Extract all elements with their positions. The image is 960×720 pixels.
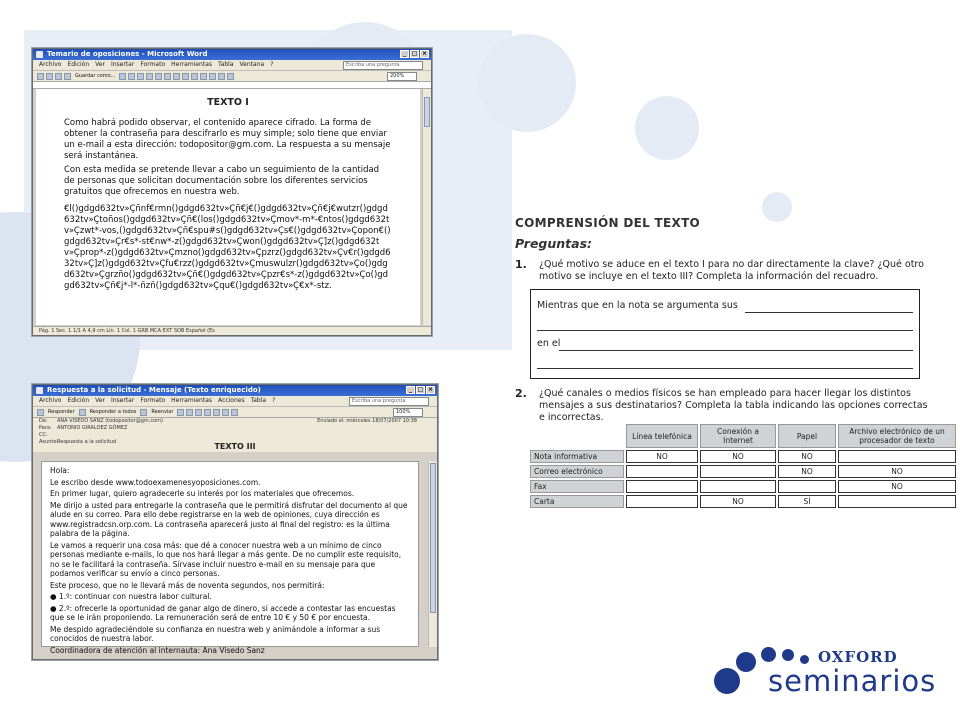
print-icon[interactable] — [177, 409, 184, 416]
word-toolbar — [33, 71, 431, 82]
menu-tabla[interactable]: Tabla — [250, 397, 267, 404]
table-cell[interactable] — [626, 465, 698, 478]
answer-line[interactable] — [537, 368, 913, 369]
email-body[interactable] — [41, 461, 419, 655]
print-preview-icon[interactable] — [128, 73, 135, 80]
box-line-label: en el — [537, 338, 561, 349]
cipher-text: €l()gdgd632tv»Çñnf€rmn()gdgd632tv»Çñ€j€()gdgd632tv»Çñ€j€wutzr()gdgd632tv»Çtoños()gdgd632tv»Çñ€(los()gdgd632tv»Çmov*-m*-€ntos()gdgd632tv»Çzwt*-vos,()gdgd632tv»Çñ€spu#s()gdgd632tv»Çs€()gdgd632tv»Çopon€()gdgd632tv»Çr€s*-st€nw*-z()gdgd632tv»Çwon()gdgd632tv»Ç]z()gdgd632tv»Çprop*-z()gdgd632tv»Çmzno()gdgd632tv»Çpzrz()gdgd632tv»Çv€r()gdgd632tv»Ç]z()gdgd632tv»Çfu€rzz()gdgd632tv»Çmuswulzr()gdgd632tv»Ço()gdgd632tv»Çgrzño()gdgd632tv»Çñ€()gdgd632tv»Çpzr€s*-z()gdgd632tv»Ço()gdgd632tv»Çñ€j*-l*-ñzñ()gdgd632tv»Çqu€()gdgd632tv»Ç€x*-stz. — [64, 204, 391, 291]
delete-icon[interactable] — [195, 409, 202, 416]
table-cell[interactable]: NO — [838, 465, 956, 478]
email-titlebar — [33, 385, 437, 396]
box-line-label: Mientras que en la nota se argumenta sus — [537, 300, 738, 311]
to-label: Para: — [39, 425, 52, 431]
email-bullet: ● 1.º: continuar con nuestra labor cultural. — [50, 592, 212, 601]
table-header-row — [530, 424, 956, 448]
status-bar: Pág. 1 Sec. 1 1/1 A 4,9 cm Lín. 1 Col. 1 GRB MCA EXT SOB Español (Es — [33, 326, 431, 335]
logo-oxford: OXFORD — [818, 648, 898, 666]
open-icon[interactable] — [46, 73, 53, 80]
email-paragraph: Este proceso, que no le llevará más de noventa segundos, nos permitirá: — [50, 580, 325, 590]
menu-tabla[interactable]: Tabla — [218, 61, 234, 68]
maximize-button[interactable]: □ — [411, 50, 418, 57]
header-cc — [33, 432, 437, 439]
menu-herramientas[interactable]: Herramientas — [171, 397, 213, 404]
background-circle — [635, 96, 699, 160]
menu-acciones[interactable]: Acciones — [218, 397, 245, 404]
table-cell[interactable] — [778, 480, 836, 493]
menu-ver[interactable]: Ver — [95, 397, 105, 404]
email-signature: Coordinadora de atención al internauta: Ana Visedo Sanz — [50, 645, 265, 655]
from-value: ANA VISEDO SANZ (todopositor@gm.com) — [57, 418, 163, 424]
email-paragraph: Le escribo desde www.todoexamenesyoposiciones.com. — [50, 477, 261, 487]
font-icon[interactable] — [222, 409, 229, 416]
column-header: Línea telefónica — [626, 424, 698, 448]
email-bullet: ● 2.º: ofrecerle la oportunidad de ganar algo de dinero, si accede a contestar las encuestas que se le irán proponiendo. La remuneración será de entre 10 € y 50 € por encuesta. — [50, 603, 396, 622]
spelling-icon[interactable] — [137, 73, 144, 80]
previous-icon[interactable] — [204, 409, 211, 416]
header-to — [33, 425, 437, 432]
logo-seminarios: seminarios — [768, 664, 937, 698]
flag-icon[interactable] — [186, 409, 193, 416]
question-1 — [515, 259, 935, 283]
word-window-title: Temario de oposiciones - Microsoft Word — [47, 50, 208, 58]
word-menubar — [33, 60, 431, 71]
scrollbar-thumb[interactable] — [424, 97, 430, 127]
drawing-icon[interactable] — [218, 73, 225, 80]
table-cell[interactable]: NO — [700, 495, 776, 508]
reply-all-icon — [79, 409, 86, 416]
answer-line[interactable] — [745, 312, 913, 313]
menu-ventana[interactable]: Ventana — [239, 61, 265, 68]
email-paragraph: En primer lugar, quiero agradecerle su interés por los materiales que ofrecemos. — [50, 489, 355, 498]
table-row — [530, 465, 956, 478]
subject-value: Respuesta a la solicitud — [57, 439, 117, 445]
forward-button[interactable]: Reenviar — [151, 409, 174, 415]
table-cell[interactable]: NO — [626, 450, 698, 463]
logo-dot — [800, 655, 809, 664]
next-icon[interactable] — [213, 409, 220, 416]
questions-heading: Preguntas: — [515, 236, 593, 251]
email-menubar — [33, 396, 437, 407]
question-2 — [515, 388, 935, 424]
table-cell[interactable]: NO — [778, 450, 836, 463]
column-header: Archivo electrónico de un procesador de texto — [838, 424, 956, 448]
to-value: ANTONIO GIRALDEZ GÓMEZ — [57, 425, 128, 431]
question-number: 2. — [515, 387, 527, 400]
table-row — [530, 450, 956, 463]
email-paragraph: Hola: — [50, 466, 70, 475]
reply-all-button[interactable]: Responder a todos — [89, 409, 137, 415]
close-button[interactable]: × — [427, 386, 434, 393]
table-cell[interactable] — [626, 480, 698, 493]
document-paragraph: Como habrá podido observar, el contenido aparece cifrado. La forma de obtener la contraseña para descifrarlo es muy simple; solo tiene que enviar un e-mail a esta dirección: todopositor@gm.com. La respuesta a su mensaje será instantánea. — [64, 118, 391, 161]
forward-icon — [140, 409, 147, 416]
word-titlebar — [33, 49, 431, 60]
table-cell[interactable]: SÍ — [778, 495, 836, 508]
undo-icon[interactable] — [173, 73, 180, 80]
menu-edicion[interactable]: Edición — [67, 61, 90, 68]
email-paragraph: Me dirijo a usted para entregarle la contraseña que le permitirá disfrutar del documento al que alude en su correo. Para ello debe registrarse en la web de opiniones, cuya dirección es www.registradcsn.orp.com. La contraseña aparecerá justo al final del registro: es la última palabra de la página. — [50, 500, 408, 538]
help-search-input[interactable]: Escriba una pregunta — [343, 61, 423, 70]
menu-formato[interactable]: Formato — [140, 397, 166, 404]
table-cell[interactable] — [626, 495, 698, 508]
menu-herramientas[interactable]: Herramientas — [171, 61, 213, 68]
exercise-heading: COMPRENSIÓN DEL TEXTO — [515, 216, 701, 230]
zoom-select[interactable]: 200% — [387, 72, 417, 81]
menu-edicion[interactable]: Edición — [67, 397, 90, 404]
save-icon[interactable] — [55, 73, 62, 80]
reply-button[interactable]: Responder — [48, 409, 75, 415]
vertical-scrollbar[interactable] — [422, 89, 431, 325]
menu-help[interactable]: ? — [270, 61, 274, 68]
column-header: Papel — [778, 424, 836, 448]
menu-help[interactable]: ? — [272, 397, 276, 404]
logo-dot — [782, 649, 794, 661]
email-header — [33, 418, 437, 452]
minimize-button[interactable]: _ — [400, 50, 409, 58]
email-window — [32, 384, 438, 660]
table-cell[interactable]: NO — [838, 480, 956, 493]
show-formatting-icon[interactable] — [227, 73, 234, 80]
word-window — [32, 48, 432, 336]
vertical-scrollbar[interactable] — [428, 461, 437, 647]
bold-icon[interactable] — [231, 409, 238, 416]
logo-dot — [736, 652, 756, 672]
table-cell[interactable] — [700, 480, 776, 493]
word-document[interactable] — [36, 89, 420, 325]
question-text: ¿Qué motivo se aduce en el texto I para no dar directamente la clave? ¿Qué otro motivo se incluye en el texto III? Completa la información del recuadro. — [539, 259, 924, 282]
save-as-button[interactable]: Guardar como... — [75, 73, 116, 79]
table-cell[interactable]: NO — [778, 465, 836, 478]
answer-line[interactable] — [559, 350, 913, 351]
subject-label: Asunto: — [39, 439, 59, 445]
close-button[interactable]: × — [421, 50, 428, 57]
menu-archivo[interactable]: Archivo — [39, 61, 62, 68]
email-window-title: Respuesta a la solicitud - Mensaje (Texto enriquecido) — [47, 386, 261, 394]
table-cell[interactable]: NO — [700, 450, 776, 463]
scrollbar-thumb[interactable] — [430, 463, 436, 613]
email-paragraph: Le vamos a requerir una cosa más: que dé a conocer nuestra web a un mínimo de cinco personas mediante e-mails, lo que nos hará llegar a más gente. De no cumplir este requisito, no se le facilitará la contraseña. Sírvase incluir nuestro e-mail en su mensaje para que podamos verificar su envío a cinco personas. — [50, 540, 402, 578]
answer-line[interactable] — [537, 330, 913, 331]
cut-icon[interactable] — [146, 73, 153, 80]
table-cell[interactable] — [838, 495, 956, 508]
email-doc-title: TEXTO III — [214, 442, 256, 451]
row-label: Correo electrónico — [530, 465, 624, 478]
copy-icon[interactable] — [155, 73, 162, 80]
print-icon[interactable] — [119, 73, 126, 80]
reply-icon — [37, 409, 44, 416]
table-corner — [530, 424, 624, 448]
email-paragraph: Me despido agradeciéndole su confianza en nuestra web y animándole a informar a sus conocidos de nuestra labor. — [50, 624, 381, 643]
word-app-icon — [36, 51, 43, 58]
hyperlink-icon[interactable] — [191, 73, 198, 80]
permission-icon[interactable] — [64, 73, 71, 80]
logo-dot — [714, 668, 740, 694]
table-row — [530, 495, 956, 508]
minimize-button[interactable]: _ — [406, 386, 415, 394]
menu-insertar[interactable]: Insertar — [110, 61, 135, 68]
document-title: TEXTO I — [207, 97, 249, 108]
menu-ver[interactable]: Ver — [95, 61, 105, 68]
channels-table — [528, 422, 958, 510]
table-row — [530, 480, 956, 493]
column-header: Conexión a Internet — [700, 424, 776, 448]
table-icon[interactable] — [200, 73, 207, 80]
row-label: Nota informativa — [530, 450, 624, 463]
row-label: Fax — [530, 480, 624, 493]
new-document-icon[interactable] — [37, 73, 44, 80]
question-text: ¿Qué canales o medios físicos se han empleado para hacer llegar los distintos mensajes a sus destinatarios? Completa la tabla indicando las opciones correctas e incorrectas. — [539, 388, 928, 423]
mail-app-icon — [36, 387, 43, 394]
row-label: Carta — [530, 495, 624, 508]
columns-icon[interactable] — [209, 73, 216, 80]
document-paragraph: Con esta medida se pretende llevar a cabo un seguimiento de la cantidad de personas que solicitan documentación sobre los diferentes servicios gratuitos que ofrecemos en nuestra web. — [64, 165, 380, 197]
email-toolbar — [33, 407, 437, 418]
menu-insertar[interactable]: Insertar — [110, 397, 135, 404]
background-circle — [478, 34, 576, 132]
menu-formato[interactable]: Formato — [140, 61, 166, 68]
help-search-input[interactable]: Escriba una pregunta — [349, 397, 429, 406]
sent-date: Enviado el: miércoles 18/07/2007 10:38 — [317, 418, 417, 424]
ruler — [33, 82, 431, 89]
table-cell[interactable] — [700, 465, 776, 478]
cc-label: CC: — [39, 432, 48, 438]
from-label: De: — [39, 418, 48, 424]
redo-icon[interactable] — [182, 73, 189, 80]
zoom-select[interactable]: 100% — [393, 408, 423, 417]
table-cell[interactable] — [838, 450, 956, 463]
paste-icon[interactable] — [164, 73, 171, 80]
answer-box — [530, 289, 920, 379]
menu-archivo[interactable]: Archivo — [39, 397, 62, 404]
maximize-button[interactable]: □ — [417, 386, 424, 393]
question-number: 1. — [515, 258, 527, 271]
logo-dot — [761, 647, 776, 662]
